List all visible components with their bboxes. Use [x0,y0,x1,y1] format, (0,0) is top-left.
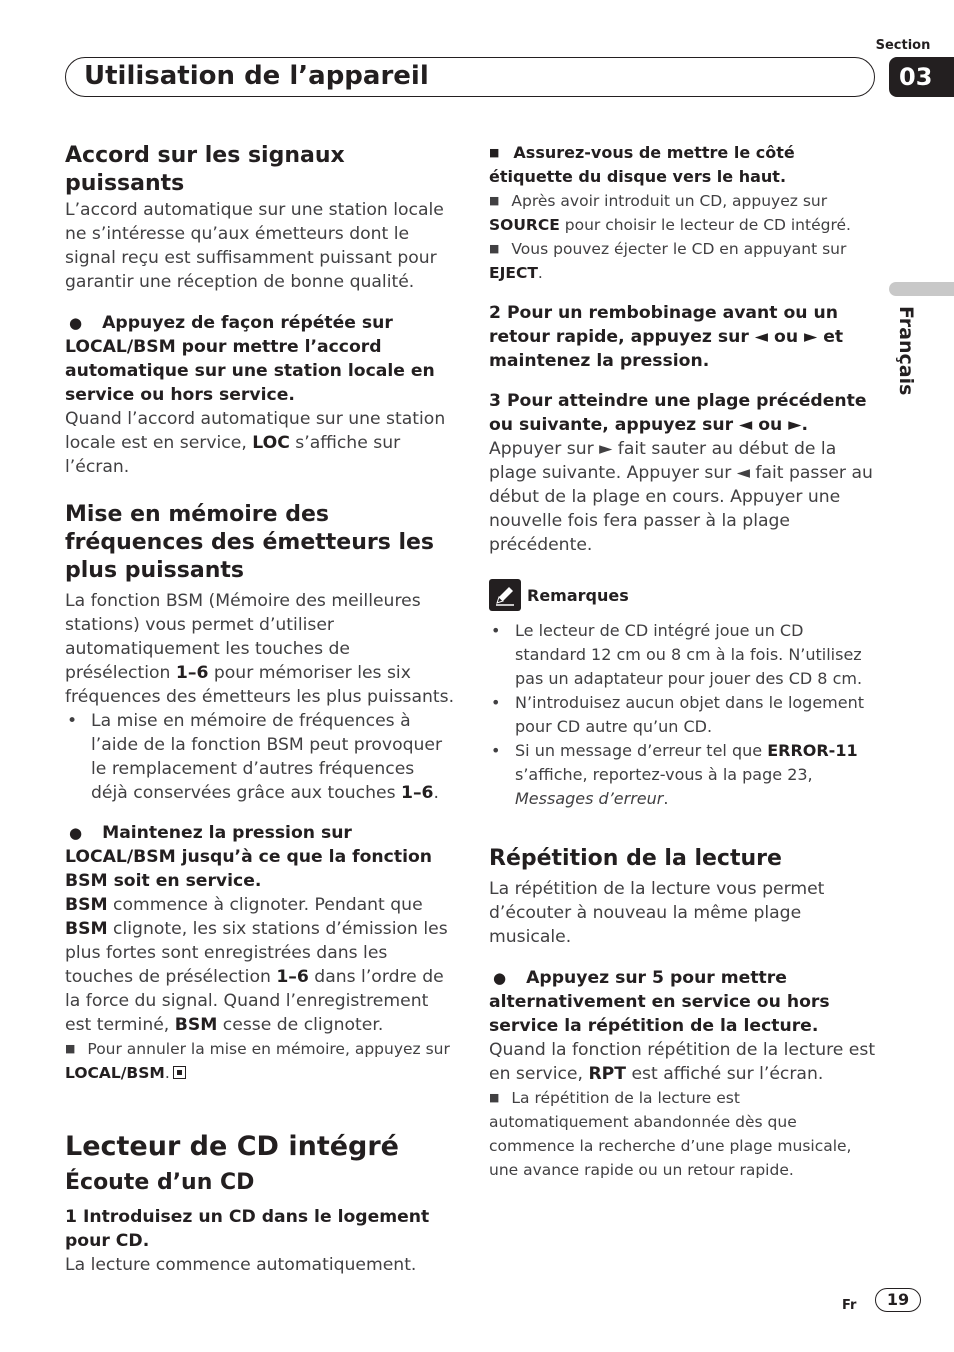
chapter-title-bar [65,57,875,97]
left-column [65,140,455,1277]
paragraph-playback-starts: La lecture commence automatiquement. [65,1255,417,1275]
paragraph-repeat-intro: La répétition de la lecture vous permet d’écouter à nouveau la même plage musicale. [489,879,825,947]
list-item: • Le lecteur de CD intégré joue un CD standard 12 cm ou 8 cm à la fois. N’utilisez pas un adaptateur pour jouer des CD 8 cm. [489,619,879,691]
remarks-title: Remarques [527,585,629,605]
paragraph-local-intro: L’accord automatique sur une station locale ne s’intéresse qu’aux émetteurs dont le signal reçu est suffisamment puissant pour garantir une réception de bonne qualité. [65,200,444,292]
note-label-side-up: ■ Assurez-vous de mettre le côté étiquette du disque vers le haut. [489,143,795,186]
page-number: 19 [875,1288,921,1312]
step-fast-forward-reverse: 2 Pour un rembobinage avant ou un retour rapide, appuyez sur ◄ ou ► et maintenez la pression. [489,303,844,371]
remarks-list [489,619,879,811]
paragraph-loc-display: Quand l’accord automatique sur une station locale est en service, LOC s’affiche sur l’écran. [65,409,446,477]
paragraph-bsm-intro: La fonction BSM (Mémoire des meilleures stations) vous permet d’utiliser automatiquement les touches de présélection 1–6 pour mémoriser les six fréquences des émetteurs les plus puissants. [65,591,455,707]
step-track-skip: 3 Pour atteindre une plage précédente ou suivante, appuyez sur ◄ ou ►. [489,391,867,435]
note-source-button: ■ Après avoir introduit un CD, appuyez sur SOURCE pour choisir le lecteur de CD intégré. [489,192,851,234]
list-item: • N’introduisez aucun objet dans le logement pour CD autre qu’un CD. [489,691,879,739]
heading-builtin-cd: Lecteur de CD intégré [65,1131,399,1162]
step-insert-cd: 1 Introduisez un CD dans le logement pour CD. [65,1207,430,1251]
paragraph-track-skip: Appuyer sur ► fait sauter au début de la plage suivante. Appuyer sur ◄ fait passer au début de la plage en cours. Appuyer une nouvelle fois fera passer à la plage précédente. [489,439,873,555]
note-pencil-icon [489,579,521,611]
end-of-section-icon [173,1066,186,1079]
remarks-header [489,579,879,611]
bsm-bullet-list [65,709,455,805]
step-hold-local-bsm: ● Maintenez la pression sur LOCAL/BSM jusqu’à ce que la fonction BSM soit en service. [65,821,455,893]
paragraph-bsm-blinking: BSM commence à clignoter. Pendant que BSM clignote, les six stations d’émission les plus fortes sont enregistrées dans les touches de présélection 1–6 dans l’ordre de la force du signal. Quand l’enregistrement est terminé, BSM cesse de clignoter. [65,895,448,1035]
section-number: 03 [889,57,954,97]
note-cancel-bsm: ■ Pour annuler la mise en mémoire, appuyez sur LOCAL/BSM. [65,1040,450,1082]
step-local-bsm: ● Appuyez de façon répétée sur LOCAL/BSM pour mettre l’accord automatique sur une station locale en service ou hors service. [65,311,455,407]
note-repeat-cancel: ■ La répétition de la lecture est automatiquement abandonnée dès que commence la recherche d’une plage musicale, une avance rapide ou un retour rapide. [489,1089,852,1179]
heading-bsm-memory: Mise en mémoire des fréquences des émetteurs les plus puissants [65,502,435,583]
section-label: Section [875,38,931,53]
language-tab [889,282,954,296]
footer-language: Fr [842,1298,857,1313]
chapter-title: Utilisation de l’appareil [84,61,429,91]
heading-strong-signals: Accord sur les signaux puissants [65,143,345,196]
list-item: • La mise en mémoire de fréquences à l’aide de la fonction BSM peut provoquer le remplacement d’autres fréquences déjà conservées grâce aux touches 1–6. [65,709,455,805]
paragraph-rpt-display: Quand la fonction répétition de la lecture est en service, RPT est affiché sur l’écran. [489,1040,876,1084]
list-item: • Si un message d’erreur tel que ERROR-11 s’affiche, reportez-vous à la page 23, Messages d’erreur. [489,739,879,811]
note-eject-button: ■ Vous pouvez éjecter le CD en appuyant sur EJECT. [489,240,847,282]
heading-playing-cd: Écoute d’un CD [65,1170,255,1195]
right-column [489,141,879,1182]
step-repeat-toggle: ● Appuyez sur 5 pour mettre alternativement en service ou hors service la répétition de la lecture. [489,966,879,1038]
heading-repeat-play: Répétition de la lecture [489,846,782,871]
language-label: Français [895,306,917,396]
